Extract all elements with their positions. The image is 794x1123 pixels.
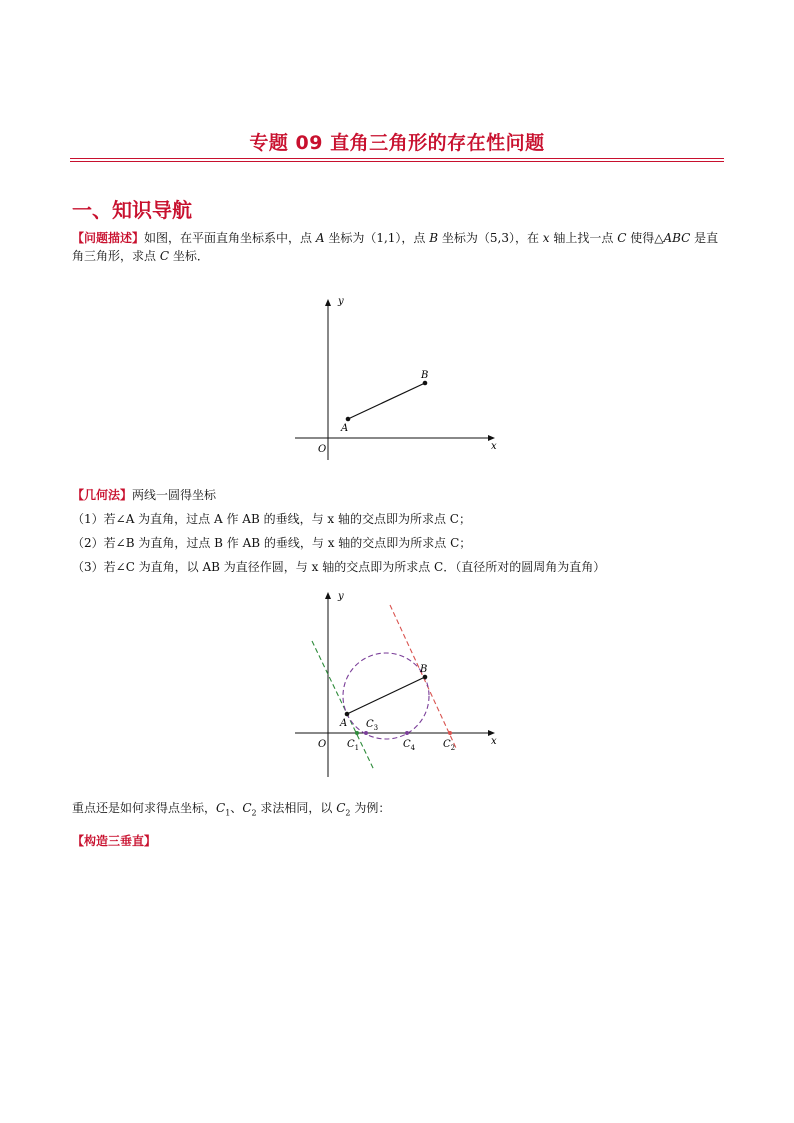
c4-label: $C_4$ xyxy=(403,739,416,752)
segment-ab xyxy=(348,383,425,419)
x-axis-label: x xyxy=(542,231,550,245)
problem-text: 坐标为（5,3），在 xyxy=(438,231,543,245)
problem-text: 使得△ xyxy=(626,231,664,245)
method-item-3: （3）若∠C 为直角，以 AB 为直径作圆，与 x 轴的交点即为所求点 C．（直径所对的圆周角为直角） xyxy=(72,560,606,574)
problem-text: 轴上找一点 xyxy=(549,231,618,245)
y-label: y xyxy=(338,591,344,602)
method-line xyxy=(72,486,722,504)
point-b xyxy=(423,675,428,680)
problem-tag: 【问题描述】 xyxy=(72,231,145,245)
title-rule-bottom xyxy=(70,161,724,162)
x-label: x xyxy=(491,736,497,747)
method-item-1: （1）若∠A 为直角，过点 A 作 AB 的垂线，与 x 轴的交点即为所求点 C； xyxy=(72,512,471,526)
point-b xyxy=(423,381,428,386)
point-a xyxy=(346,417,351,422)
triangle-label: ABC xyxy=(663,231,691,245)
origin-label: O xyxy=(318,739,327,750)
problem-text: 如图，在平面直角坐标系中，点 xyxy=(144,231,316,245)
point-c3 xyxy=(364,731,368,735)
problem-text: 坐标． xyxy=(169,249,209,263)
y-label: y xyxy=(338,296,344,307)
point-a xyxy=(345,712,350,717)
construct-tag: 【构造三垂直】 xyxy=(72,834,157,848)
c3-label: $C_3$ xyxy=(366,719,379,732)
method-tag: 【几何法】 xyxy=(72,488,133,502)
x-label: x xyxy=(491,441,497,452)
construct-heading xyxy=(72,832,722,850)
point-c-label: C xyxy=(159,249,170,263)
method-item-2: （2）若∠B 为直角，过点 B 作 AB 的垂线，与 x 轴的交点即为所求点 C； xyxy=(72,536,472,550)
segment-ab xyxy=(347,677,425,714)
c1-label: $C_1$ xyxy=(347,739,360,752)
title-rule-top xyxy=(70,158,724,159)
method-intro: 两线一圆得坐标 xyxy=(132,488,217,502)
c2-label: $C_2$ xyxy=(443,739,456,752)
a-label: A xyxy=(340,718,348,729)
b-label: B xyxy=(420,664,428,675)
problem-text: 坐标为（1,1），点 xyxy=(324,231,430,245)
point-c-label: C xyxy=(617,231,627,245)
section-heading: 一、知识导航 xyxy=(72,198,192,222)
problem-description xyxy=(72,229,722,265)
page-title: 专题 09 直角三角形的存在性问题 xyxy=(249,132,545,154)
point-c1 xyxy=(355,731,359,735)
focus-line: 重点还是如何求得点坐标，$C_1$、$C_2$ 求法相同，以 $C_2$ 为例： xyxy=(72,801,391,818)
origin-label: O xyxy=(318,444,327,455)
point-c2 xyxy=(448,731,452,735)
figure-coordinate-plane xyxy=(280,290,510,460)
point-c4 xyxy=(405,731,409,735)
point-b-label: B xyxy=(429,231,439,245)
problem-text: 是直角三角形，求点 xyxy=(72,231,719,263)
b-label: B xyxy=(421,370,429,381)
figure-geometric-method xyxy=(280,585,510,780)
point-a-label: A xyxy=(315,231,325,245)
a-label: A xyxy=(341,423,349,434)
